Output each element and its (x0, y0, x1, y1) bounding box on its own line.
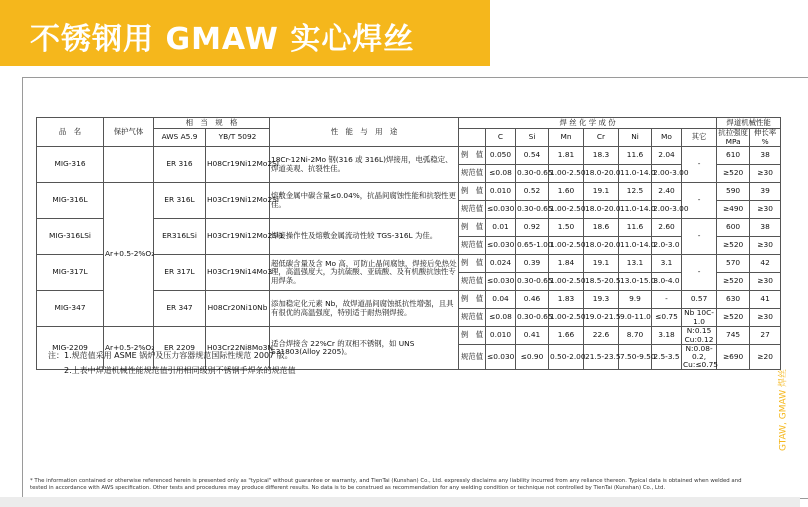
range-label: 规范值 (459, 237, 486, 255)
value-cell: - (652, 291, 682, 309)
value-cell: 11.0-14.0 (619, 201, 652, 219)
range-label: 规范值 (459, 201, 486, 219)
value-cell: 41 (750, 291, 781, 309)
header-el-ni: Ni (619, 129, 652, 147)
product-name: MIG-316L (37, 183, 104, 219)
header-blank (459, 129, 486, 147)
ybt-spec: H08Cr19Ni12Mo2Si (206, 147, 270, 183)
note-2: 2.上表中焊道机械性能规范值引用相同级别不锈钢手焊条的规范值 (64, 366, 296, 375)
range-label: 规范值 (459, 165, 486, 183)
note-1: 注：1.规范值采用 ASME 锅炉及压力容器规范国际性规范 2007 版。 (48, 351, 293, 360)
value-cell: 0.30-0.65 (516, 309, 549, 327)
value-cell: 3.18 (652, 327, 682, 345)
header-el-si: Si (516, 129, 549, 147)
header-el-other: 其它 (682, 129, 717, 147)
ybt-spec: H03Cr19Ni12Mo2Si1 (206, 219, 270, 255)
value-cell: 2.40 (652, 183, 682, 201)
example-label: 例 值 (459, 183, 486, 201)
product-name: MIG-316 (37, 147, 104, 183)
value-cell: 11.0-14.0 (619, 237, 652, 255)
header-el-mn: Mn (549, 129, 584, 147)
value-cell: 18.6 (584, 219, 619, 237)
value-cell: 18.0-20.0 (584, 165, 619, 183)
value-cell: ≤0.75 (652, 309, 682, 327)
table-row (37, 327, 781, 345)
title-banner (0, 0, 490, 66)
value-cell: 18.0-20.0 (584, 201, 619, 219)
header-aws: AWS A5.9 (154, 129, 206, 147)
value-cell: 1.00-2.50 (549, 237, 584, 255)
value-cell: 590 (717, 183, 750, 201)
header-mech-group: 焊道机械性能 (717, 118, 781, 129)
example-label: 例 值 (459, 219, 486, 237)
table-row (37, 147, 781, 165)
value-cell: 11.6 (619, 147, 652, 165)
value-cell: ≥690 (717, 345, 750, 370)
value-cell: ≤0.08 (486, 309, 516, 327)
header-gas: 保护气体 (104, 118, 154, 147)
ybt-spec: H03Cr19Ni12Mo2Si (206, 183, 270, 219)
value-cell: 1.60 (549, 183, 584, 201)
value-cell: 0.010 (486, 327, 516, 345)
value-cell: 1.00-2.50 (549, 201, 584, 219)
header-elongation: 伸长率 % (750, 129, 781, 147)
value-cell: ≥520 (717, 237, 750, 255)
value-cell: 1.50 (549, 219, 584, 237)
value-cell: 7.50-9.50 (619, 345, 652, 370)
value-cell: 19.0-21.5 (584, 309, 619, 327)
value-cell: 1.00-2.50 (549, 273, 584, 291)
value-cell: 0.30-0.65 (516, 165, 549, 183)
ybt-spec: H08Cr20Ni10Nb (206, 291, 270, 327)
disclaimer-line-1: * The information contained or otherwise referenced herein is presented only as "typical" without guarantee or warranty, and TienTai (Kunshan) Co., Ltd. expressly disclaims any liability incurred from any reliance thereon. Typical data is obtained when welded and (30, 478, 742, 484)
product-desc: 熔敷金属中碳含量≤0.04%，抗晶间腐蚀性能和抗裂性更佳。 (270, 183, 459, 219)
value-cell: 0.30-0.65 (516, 273, 549, 291)
value-cell: 11.6 (619, 219, 652, 237)
value-cell: 630 (717, 291, 750, 309)
value-cell: 0.52 (516, 183, 549, 201)
range-label: 规范值 (459, 345, 486, 370)
header-spec-group: 相 当 规 格 (154, 118, 270, 129)
value-cell: 19.3 (584, 291, 619, 309)
value-cell: 39 (750, 183, 781, 201)
example-label: 例 值 (459, 327, 486, 345)
header-el-cr: Cr (584, 129, 619, 147)
value-cell: 0.65-1.00 (516, 237, 549, 255)
value-cell: ≥520 (717, 309, 750, 327)
value-cell: Nb 10C-1.0 (682, 309, 717, 327)
gas-cell-empty (104, 147, 154, 183)
value-cell: 13.0-15.0 (619, 273, 652, 291)
value-cell: 42 (750, 255, 781, 273)
value-cell: 11.0-14.0 (619, 165, 652, 183)
aws-spec: ER 317L (154, 255, 206, 291)
side-label-text: GTAW, GMAW 焊丝 (778, 369, 789, 451)
value-cell: 745 (717, 327, 750, 345)
value-cell: 0.04 (486, 291, 516, 309)
header-el-mo: Mo (652, 129, 682, 147)
value-cell: 2.00-3.00 (652, 201, 682, 219)
header-el-c: C (486, 129, 516, 147)
value-cell: 2.04 (652, 147, 682, 165)
value-cell: 38 (750, 219, 781, 237)
aws-spec: ER 2209 (154, 327, 206, 370)
value-cell: ≥30 (750, 273, 781, 291)
value-cell: ≥520 (717, 165, 750, 183)
value-cell: ≥30 (750, 309, 781, 327)
value-cell: 0.30-0.65 (516, 201, 549, 219)
value-cell: ≤0.90 (516, 345, 549, 370)
example-label: 例 值 (459, 291, 486, 309)
value-cell: 2.0-3.0 (652, 237, 682, 255)
value-cell: N:0.08-0.2, Cu:≤0.75 (683, 344, 718, 370)
range-label: 规范值 (459, 273, 486, 291)
page-title: 不锈钢用 GMAW 实心焊丝 (30, 22, 415, 57)
value-cell: - (682, 183, 717, 219)
aws-spec: ER 316 (154, 147, 206, 183)
value-cell: 19.1 (584, 183, 619, 201)
shared-gas: Ar+0.5-2%O₂ (104, 183, 154, 327)
value-cell: 38 (750, 147, 781, 165)
value-cell: 0.41 (516, 327, 549, 345)
value-cell: 1.00-2.50 (549, 309, 584, 327)
table-row (37, 183, 781, 201)
value-cell: 0.92 (516, 219, 549, 237)
value-cell: ≥20 (750, 345, 781, 370)
value-cell: ≤0.030 (486, 345, 516, 370)
gas-cell: Ar+0.5-2%O₂ (104, 327, 154, 370)
aws-spec: ER316LSi (154, 219, 206, 255)
value-cell: 0.46 (516, 291, 549, 309)
value-cell: 1.00-2.50 (549, 165, 584, 183)
value-cell: 0.39 (516, 255, 549, 273)
value-cell: ≤0.030 (486, 201, 516, 219)
notes (48, 348, 296, 378)
value-cell: 21.5-23.5 (584, 345, 619, 370)
value-cell: 600 (717, 219, 750, 237)
ybt-spec: H03Cr19Ni14Mo3 (206, 255, 270, 291)
value-cell: ≤0.030 (486, 237, 516, 255)
value-cell: ≥30 (750, 237, 781, 255)
value-cell: 0.01 (486, 219, 516, 237)
disclaimer-line-2: tested in accordance with AWS specification. Other tests and procedures may produce different results. No data is to be construed as recommendation for any welding condition or technique not controlled by TienTai (Kunshan) Co., Ltd. (30, 485, 666, 491)
value-cell: 1.81 (549, 147, 584, 165)
value-cell: N:0.15 Cu:0.12 (682, 327, 717, 345)
aws-spec: ER 316L (154, 183, 206, 219)
value-cell: 1.66 (549, 327, 584, 345)
value-cell: ≤0.08 (486, 165, 516, 183)
product-desc: 焊接操作性及熔敷金属流动性较 TGS-316L 为佳。 (270, 219, 459, 255)
header-props: 性 能 与 用 途 (270, 118, 459, 147)
product-desc: 适合焊接含 22%Cr 的双相不锈钢，如 UNS S31803(Alloy 2205)。 (270, 327, 459, 370)
value-cell: - (682, 255, 717, 291)
ybt-spec: H03Cr22Ni8Mo3N (206, 327, 270, 370)
value-cell: ≥30 (750, 201, 781, 219)
product-name: MIG-317L (37, 255, 104, 291)
product-desc: 超低碳含量及含 Mo 高，可防止晶间腐蚀，焊接后免热处理，高温强度大，为抗硫酸、亚硫酸、及有机酸抗蚀性专用焊条。 (270, 255, 459, 291)
value-cell: 9.9 (619, 291, 652, 309)
value-cell: ≥490 (717, 201, 750, 219)
value-cell: 12.5 (619, 183, 652, 201)
value-cell: 0.010 (486, 183, 516, 201)
header-row-1 (37, 118, 781, 129)
value-cell: 18.3 (584, 147, 619, 165)
value-cell: 2.60 (652, 219, 682, 237)
value-cell: 19.1 (584, 255, 619, 273)
header-name: 品 名 (37, 118, 104, 147)
value-cell: 3.0-4.0 (652, 273, 682, 291)
example-label: 例 值 (459, 147, 486, 165)
value-cell: - (682, 219, 717, 255)
value-cell: 9.0-11.0 (619, 309, 652, 327)
side-label (772, 346, 792, 474)
spec-table (36, 117, 781, 370)
header-tensile: 抗拉强度 MPa (718, 128, 748, 146)
value-cell: 2.00-3.00 (652, 165, 682, 183)
range-label: 规范值 (459, 309, 486, 327)
value-cell: 570 (717, 255, 750, 273)
value-cell: 1.83 (549, 291, 584, 309)
footer-bar (0, 497, 800, 507)
value-cell: 22.6 (584, 327, 619, 345)
product-desc: 18Cr-12Ni-2Mo 钢(316 或 316L)焊接用，电弧稳定、焊道美观、抗裂性佳。 (270, 147, 459, 183)
value-cell: 18.5-20.5 (584, 273, 619, 291)
aws-spec: ER 347 (154, 291, 206, 327)
header-chem-group: 焊 丝 化 学 成 份 (459, 118, 717, 129)
product-name: MIG-347 (37, 291, 104, 327)
disclaimer (30, 478, 785, 492)
value-cell: 8.70 (619, 327, 652, 345)
value-cell: 2.5-3.5 (652, 345, 682, 370)
value-cell: 13.1 (619, 255, 652, 273)
value-cell: ≤0.030 (486, 273, 516, 291)
value-cell: 3.1 (652, 255, 682, 273)
value-cell: 0.50-2.00 (549, 345, 584, 370)
product-name: MIG-316LSi (37, 219, 104, 255)
value-cell: 0.54 (516, 147, 549, 165)
value-cell: 0.57 (682, 291, 717, 309)
value-cell: 0.024 (486, 255, 516, 273)
value-cell: 18.0-20.0 (584, 237, 619, 255)
value-cell: ≥30 (750, 165, 781, 183)
value-cell: 1.84 (549, 255, 584, 273)
value-cell: 610 (717, 147, 750, 165)
value-cell: ≥520 (717, 273, 750, 291)
value-cell: - (682, 147, 717, 183)
example-label: 例 值 (459, 255, 486, 273)
product-name: MIG-2209 (37, 327, 104, 370)
value-cell: 0.050 (486, 147, 516, 165)
header-ybt: YB/T 5092 (206, 129, 270, 147)
value-cell: 27 (750, 327, 781, 345)
product-desc: 添加稳定化元素 Nb，故焊道晶间腐蚀抵抗性增强，且具有很优的高温强度，特别适于耐热钢焊接。 (270, 291, 459, 327)
